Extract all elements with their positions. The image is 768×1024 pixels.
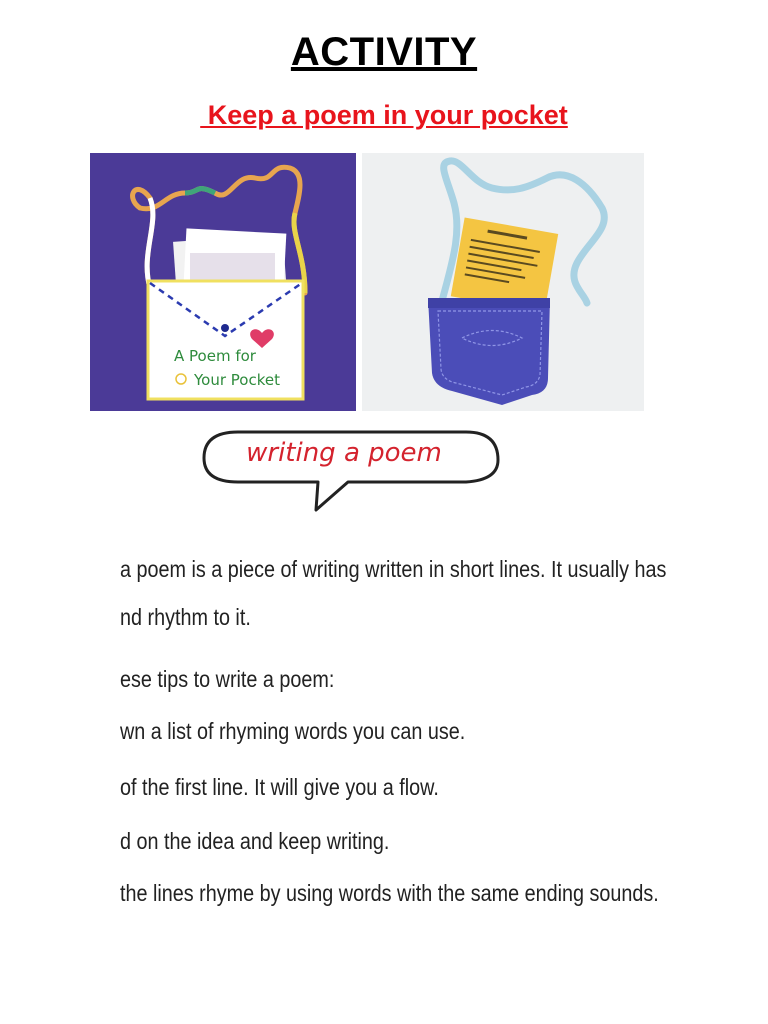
denim-pocket-photo <box>362 153 644 411</box>
speech-bubble <box>198 428 508 518</box>
speech-bubble-label: writing a poem <box>246 438 442 468</box>
activity-subtitle: Keep a poem in your pocket <box>200 100 568 130</box>
envelope-text-line1: A Poem for <box>174 347 256 365</box>
tip-item: of the first line. It will give you a flow. <box>120 774 439 800</box>
tip-item: wn a list of rhyming words you can use. <box>120 718 466 744</box>
tips-intro: ese tips to write a poem: <box>120 666 335 692</box>
definition-line-2: nd rhythm to it. <box>120 604 251 630</box>
tip-item: d on the idea and keep writing. <box>120 828 390 854</box>
poem-instructions <box>120 548 740 918</box>
tip-item: the lines rhyme by using words with the same ending sounds. <box>120 880 659 906</box>
poem-envelope-photo <box>90 153 356 411</box>
definition-line-1: a poem is a piece of writing written in short lines. It usually has <box>120 556 667 582</box>
page-title: ACTIVITY <box>290 30 478 74</box>
envelope-text-line2: Your Pocket <box>194 371 280 389</box>
